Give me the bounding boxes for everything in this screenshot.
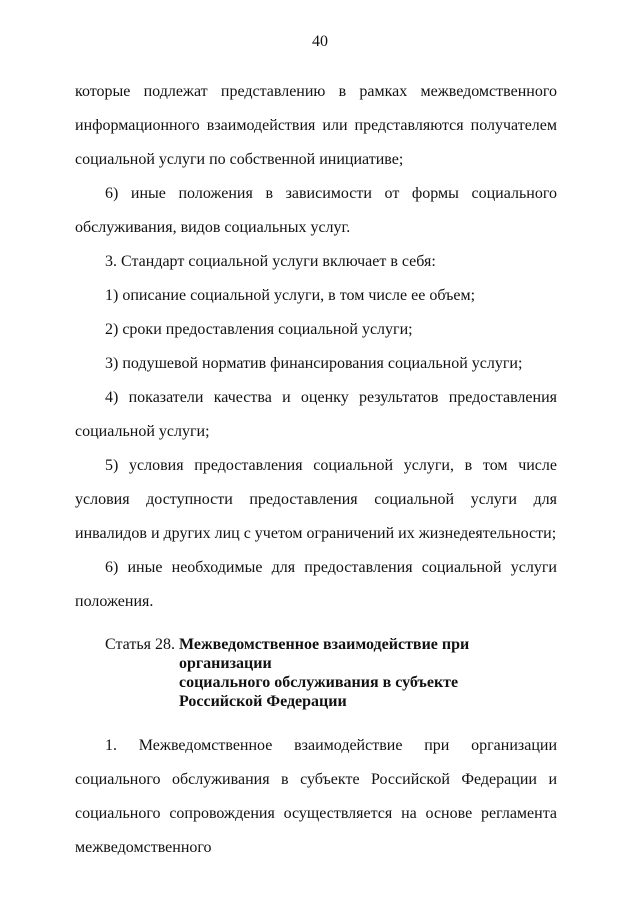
paragraph-line: положения.	[75, 593, 154, 610]
article-number: Статья 28.	[105, 636, 175, 653]
paragraph	[75, 381, 557, 449]
paragraph-line: 6) иные положения в зависимости от формы социального	[105, 185, 557, 202]
paragraph-line: 2) сроки предоставления социальной услуги;	[105, 321, 413, 338]
paragraph-line: 4) показатели качества и оценку результатов предоставления	[105, 389, 557, 406]
paragraphs-top	[75, 75, 557, 619]
paragraph	[75, 75, 557, 177]
paragraph-line: 5) условия предоставления социальной услуги, в том числе условия	[75, 457, 557, 508]
paragraph	[75, 449, 557, 551]
paragraph-line: 3. Стандарт социальной услуги включает в себя:	[105, 253, 436, 270]
article-title-line: Российской Федерации	[178, 693, 347, 710]
page-number: 40	[312, 33, 328, 50]
paragraph-line: обслуживания, видов социальных услуг.	[75, 219, 351, 236]
paragraph	[75, 729, 557, 865]
paragraph-line: сопровождения осуществляется на основе регламента межведомственного	[75, 805, 558, 856]
paragraph-line: социальной услуги;	[75, 423, 210, 440]
article-title-line: социального обслуживания в субъекте	[178, 674, 459, 691]
paragraph	[75, 245, 557, 279]
paragraph-line: социальной услуги по собственной инициативе;	[75, 151, 404, 168]
paragraph-line: информационного взаимодействия или представляются получателем	[75, 117, 557, 134]
paragraph	[75, 313, 557, 347]
paragraph-line: 1) описание социальной услуги, в том числе ее объем;	[105, 287, 476, 304]
paragraph	[75, 551, 557, 619]
paragraphs-bottom	[75, 729, 557, 865]
article-title	[175, 635, 557, 711]
paragraph-line: обслуживания в субъекте Российской Федерации и социального	[75, 771, 558, 822]
paragraph	[75, 177, 557, 245]
paragraph	[75, 279, 557, 313]
paragraph-line: доступности предоставления социальной услуги для инвалидов и других	[75, 491, 557, 542]
paragraph-line: 6) иные необходимые для предоставления социальной услуги	[105, 559, 557, 576]
article-title-line: Межведомственное взаимодействие при организации	[178, 636, 470, 672]
paragraph-line: 1. Межведомственное взаимодействие при организации социального	[75, 737, 557, 788]
paragraph	[75, 347, 557, 381]
document-body	[75, 75, 557, 865]
article-heading	[75, 635, 557, 711]
paragraph-line: 3) подушевой норматив финансирования социальной услуги;	[105, 355, 523, 372]
paragraph-line: лиц с учетом ограничений их жизнедеятельности;	[214, 525, 557, 542]
paragraph-line: которые подлежат представлению в рамках межведомственного	[75, 83, 557, 100]
